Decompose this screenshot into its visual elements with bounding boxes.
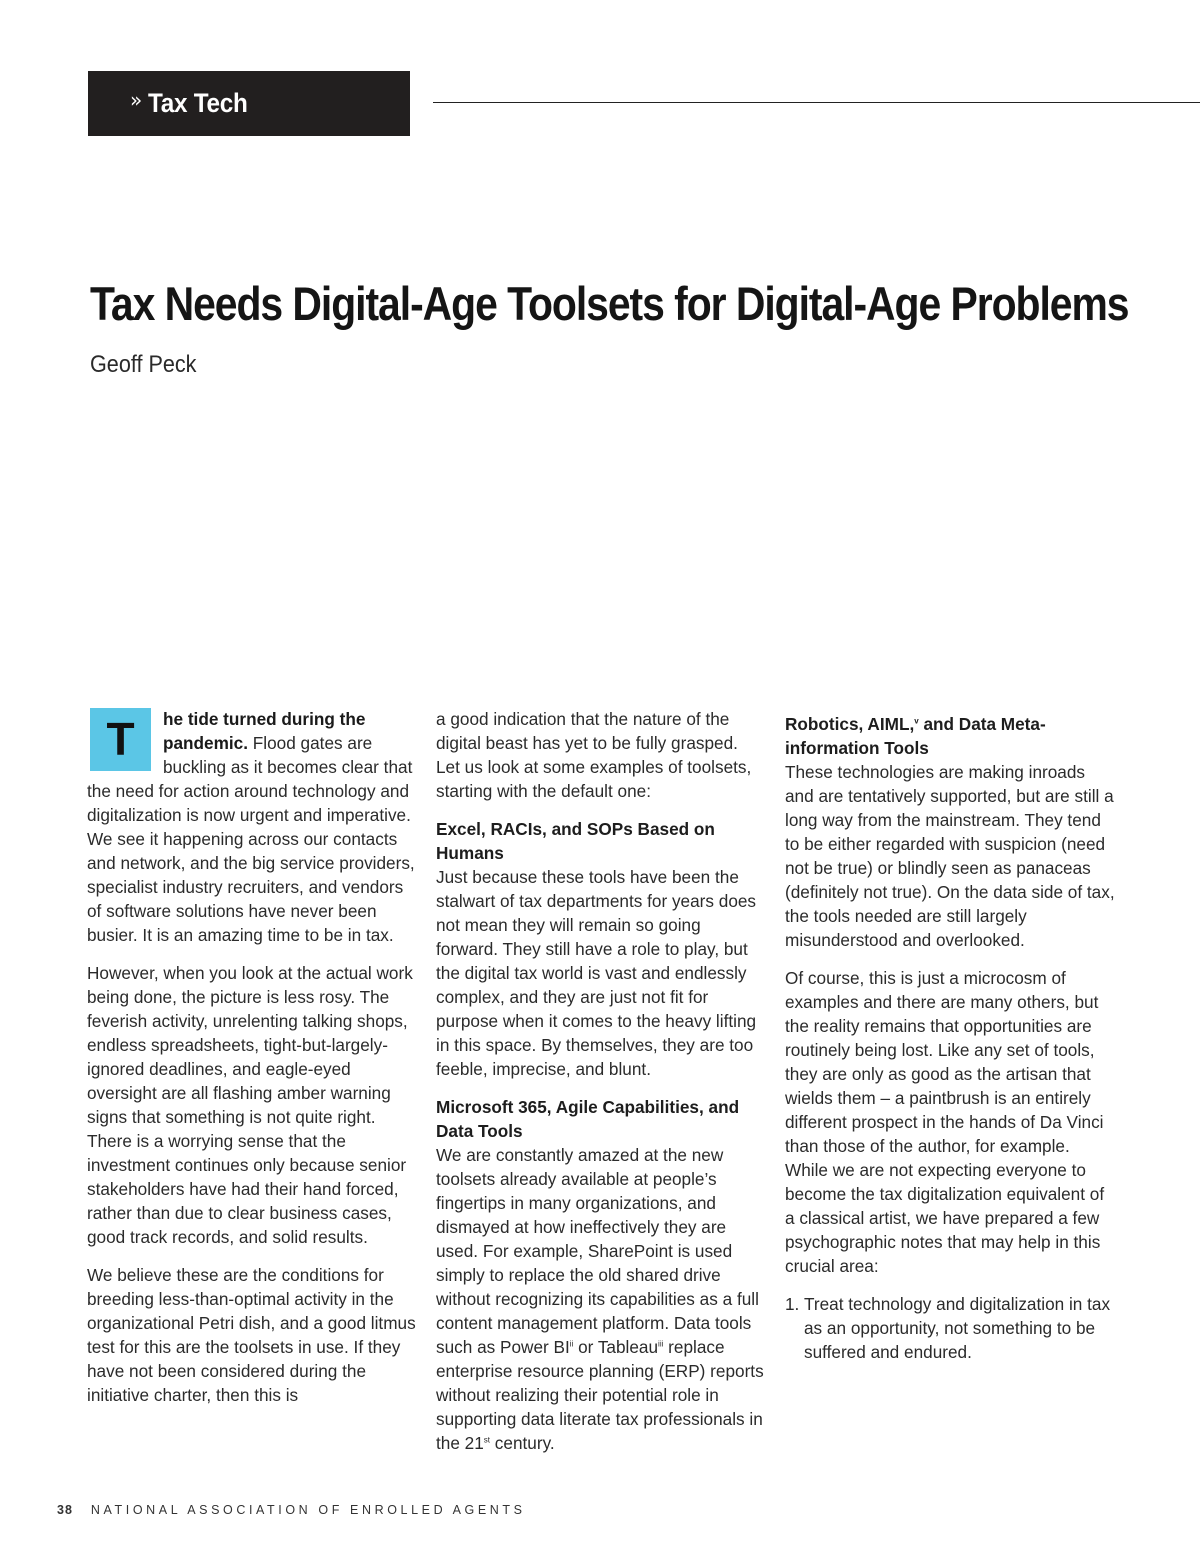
- column-3: [785, 712, 1115, 1364]
- page-number: 38: [57, 1503, 73, 1517]
- paragraph-text: replace enterprise resource planning (ERP) reports without realizing their potential role in supporting data literate tax professionals in the 21: [436, 1337, 764, 1453]
- list-number: 1.: [785, 1294, 800, 1314]
- paragraph: We believe these are the conditions for breeding less-than-optimal activity in the organizational Petri dish, and a good litmus test for this are the toolsets in use. If they have not been considered during the initiative charter, then this is: [87, 1265, 416, 1405]
- paragraph: These technologies are making inroads and are tentatively supported, but are still a long way from the mainstream. They tend to be either regarded with suspicion (need not be true) or blindly seen as panaceas (definitely not true). On the data side of tax, the tools needed are still largely misunderstood and overlooked.: [785, 762, 1115, 950]
- subheading: [785, 712, 1115, 760]
- lead-bold-text-1: he tide turned during the: [163, 709, 366, 729]
- list-item: [785, 1292, 1115, 1364]
- footnote-ref: ii: [569, 1339, 574, 1349]
- subheading-text: Robotics, AIML,: [785, 714, 915, 734]
- column-2: [436, 707, 766, 1469]
- lead-text: Flood gates are buckling as it becomes clear that the need for action around technology and digitalization is now urgent and imperative. We see it happening across our contacts and network, and the big service providers, specialist industry recruiters, and vendors of software solutions have never been busier. It is an amazing time to be in tax.: [87, 733, 415, 945]
- header-rule: [433, 102, 1200, 103]
- paragraph: However, when you look at the actual work being done, the picture is less rosy. The feverish activity, unrelenting talking shops, endless spreadsheets, tight-but-largely-ignored deadlines, and eagle-eyed oversight are all flashing amber warning signs that something is not quite right. There is a worrying sense that the investment continues only because senior stakeholders have had their hand forced, rather than due to clear business cases, good track records, and solid results.: [87, 963, 413, 1247]
- subheading: Microsoft 365, Agile Capabilities, and Data Tools: [436, 1097, 740, 1141]
- footnote-ref: iii: [658, 1339, 664, 1349]
- lead-bold-text-2: pandemic.: [163, 733, 249, 753]
- column-1: [87, 707, 417, 1421]
- intro-paragraph: [87, 707, 417, 947]
- paragraph: [436, 1143, 766, 1455]
- ordinal-suffix: st: [483, 1435, 491, 1445]
- paragraph: Just because these tools have been the stalwart of tax departments for years does not mean they will remain so going forward. They still have a role to play, but the digital tax world is vast and endlessly complex, and they are just not fit for purpose when it comes to the heavy lifting in this space. By themselves, they are too feeble, imprecise, and blunt.: [436, 867, 757, 1079]
- publication-name: NATIONAL ASSOCIATION OF ENROLLED AGENTS: [90, 1503, 526, 1517]
- subheading: Excel, RACIs, and SOPs Based on Humans: [436, 819, 715, 863]
- footnote-ref: v: [914, 716, 919, 726]
- notes-list: [785, 1292, 1115, 1364]
- paragraph: Of course, this is just a microcosm of examples and there are many others, but the reality remains that opportunities are routinely being lost. Like any set of tools, they are only as good as the artisan that wields them – a paintbrush is an entirely different prospect in the hands of Da Vinci than those of the author, for example. While we are not expecting everyone to become the tax digitalization equivalent of a classical artist, we have prepared a few psychographic notes that may help in this crucial area:: [785, 968, 1105, 1276]
- section-tag: [88, 71, 410, 136]
- subheading-text: and Data Meta-information Tools: [785, 714, 1046, 758]
- drop-cap: T: [90, 708, 151, 771]
- paragraph: a good indication that the nature of the digital beast has yet to be fully grasped. Let us look at some examples of toolsets, starting with the default one:: [436, 709, 752, 801]
- article-title: Tax Needs Digital-Age Toolsets for Digital-Age Problems: [90, 277, 1129, 330]
- author-byline: Geoff Peck: [90, 351, 197, 378]
- list-text: Treat technology and digitalization in tax as an opportunity, not something to be suffered and endured.: [804, 1294, 1111, 1362]
- paragraph-text: We are constantly amazed at the new toolsets already available at people’s fingertips in many organizations, and dismayed at how ineffectively they are used. For example, SharePoint is used simply to replace the old shared drive without recognizing its capabilities as a full content management platform. Data tools such as Power BI: [436, 1145, 759, 1357]
- page-footer: [57, 1503, 526, 1517]
- chevron-icon: »: [130, 87, 143, 112]
- paragraph-text: or Tableau: [573, 1337, 659, 1357]
- paragraph-text: century.: [490, 1433, 555, 1453]
- section-label: Tax Tech: [148, 88, 248, 118]
